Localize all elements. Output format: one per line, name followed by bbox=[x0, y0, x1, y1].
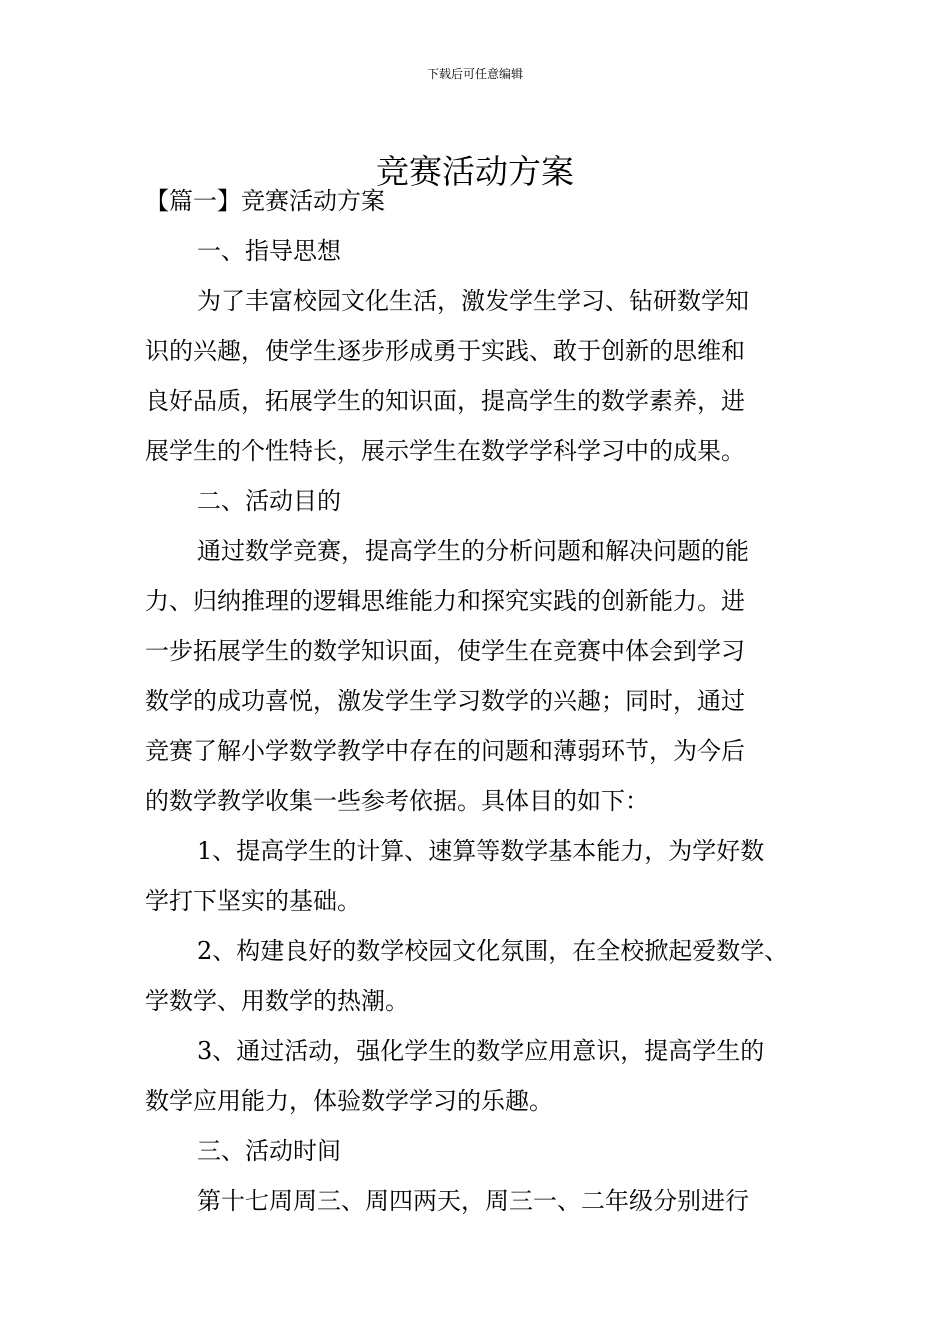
list-item: 1、提高学生的计算、速算等数学基本能力，为学好数 bbox=[197, 837, 765, 865]
body-line: 学打下坚实的基础。 bbox=[145, 887, 361, 915]
body-line: 通过数学竞赛，提高学生的分析问题和解决问题的能 bbox=[197, 537, 749, 565]
document-body bbox=[145, 176, 817, 1226]
body-line: 展学生的个性特长，展示学生在数学学科学习中的成果。 bbox=[145, 437, 745, 465]
page-header-note: 下载后可任意编辑 bbox=[426, 67, 523, 81]
body-line: 识的兴趣，使学生逐步形成勇于实践、敢于创新的思维和 bbox=[145, 337, 745, 365]
body-line: 数学的成功喜悦，激发学生学习数学的兴趣；同时，通过 bbox=[145, 687, 745, 715]
list-item: 2、构建良好的数学校园文化氛围，在全校掀起爱数学、 bbox=[197, 937, 789, 965]
body-line: 力、归纳推理的逻辑思维能力和探究实践的创新能力。进 bbox=[145, 587, 745, 615]
section-heading: 三、活动时间 bbox=[197, 1137, 341, 1165]
body-line: 数学应用能力，体验数学学习的乐趣。 bbox=[145, 1087, 553, 1115]
document-title: 竞赛活动方案 bbox=[376, 152, 574, 192]
body-line: 【篇一】竞赛活动方案 bbox=[145, 187, 385, 215]
body-line: 竞赛了解小学数学教学中存在的问题和薄弱环节，为今后 bbox=[145, 737, 745, 765]
body-line: 学数学、用数学的热潮。 bbox=[145, 987, 409, 1015]
section-heading: 一、指导思想 bbox=[197, 237, 341, 265]
body-line: 第十七周周三、周四两天，周三一、二年级分别进行 bbox=[197, 1187, 749, 1215]
list-item: 3、通过活动，强化学生的数学应用意识，提高学生的 bbox=[197, 1037, 765, 1065]
body-line: 一步拓展学生的数学知识面，使学生在竞赛中体会到学习 bbox=[145, 637, 745, 665]
body-line: 为了丰富校园文化生活，激发学生学习、钻研数学知 bbox=[197, 287, 749, 315]
body-line: 良好品质，拓展学生的知识面，提高学生的数学素养，进 bbox=[145, 387, 745, 415]
section-heading: 二、活动目的 bbox=[197, 487, 341, 515]
body-line: 的数学教学收集一些参考依据。具体目的如下： bbox=[145, 787, 649, 815]
